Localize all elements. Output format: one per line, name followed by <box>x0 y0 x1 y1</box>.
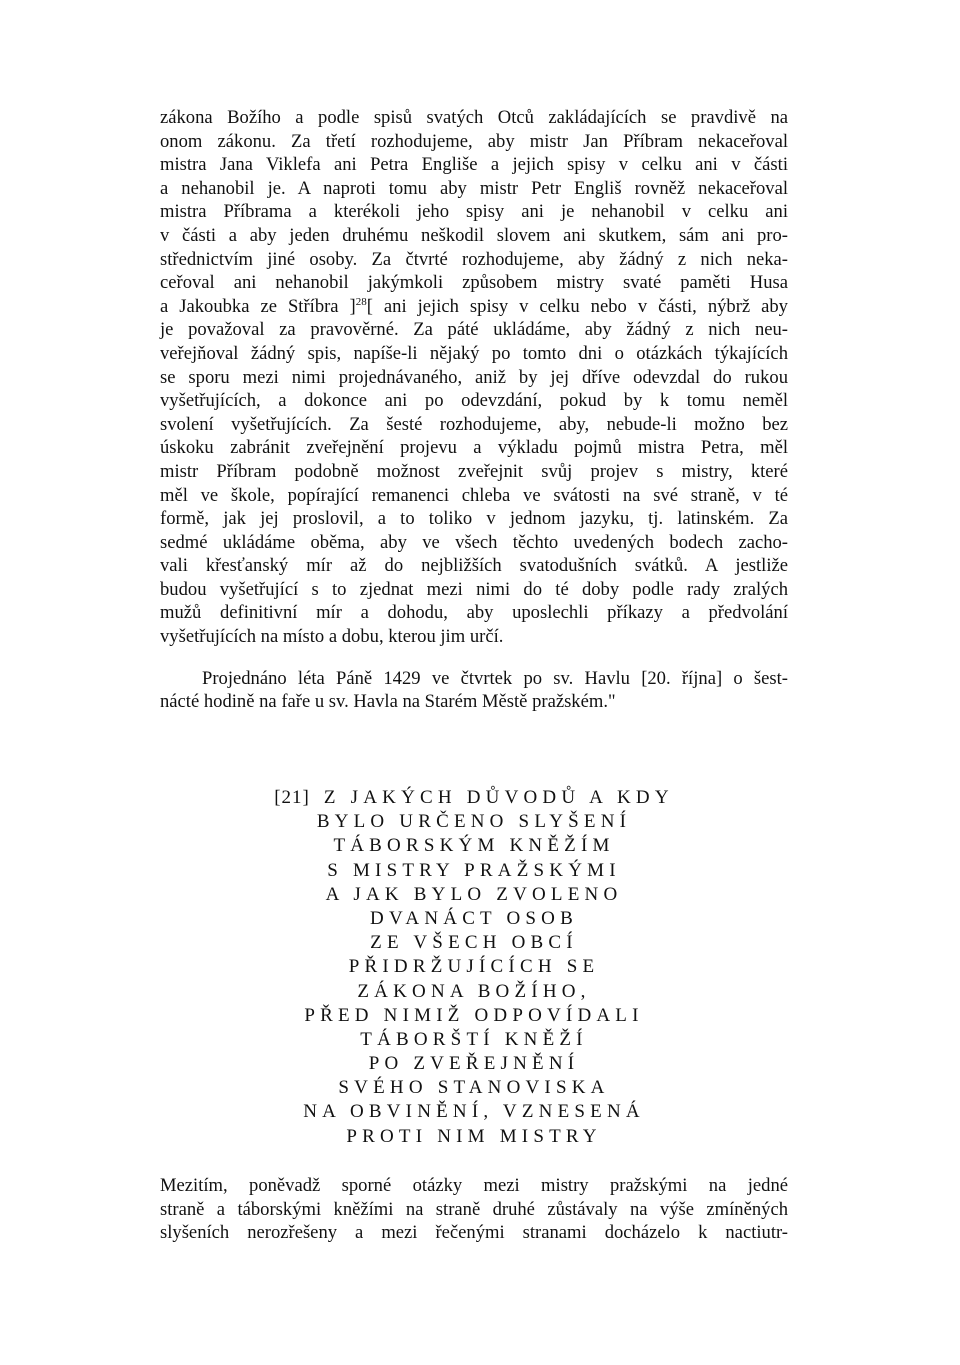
heading-line: PROTI NIM MISTRY <box>346 1125 602 1147</box>
text-line: mistra Jana Viklefa ani Petra Engliše a jejich spisy v celku ani v části <box>160 154 788 176</box>
text-line: je považoval za pravověrné. Za páté ukládáme, aby žádný z nich neu- <box>160 319 788 341</box>
text-line: vali křesťanský mír až do nejbližších svatodušních svátků. A jestliže <box>160 555 788 577</box>
text-line: a nehanobil je. A naproti tomu aby mistr Petr Engliš rovněž nekaceřoval <box>160 177 788 199</box>
heading-line <box>160 786 788 810</box>
text-line: Projednáno léta Páně 1429 ve čtvrtek po sv. Havlu [20. října] o šest- <box>202 667 788 689</box>
paragraph-chapter-start <box>160 1174 788 1245</box>
text-line: měl ve škole, popírající remanenci chleba ve svátosti na své straně, v té <box>160 484 788 506</box>
text-line: střednictvím jiné osoby. Za čtvrté rozhodujeme, aby žádný z nich neka- <box>160 248 788 270</box>
text-line: úskoku zabránit zveřejnění projevu a výkladu pojmů mistra Petra, měl <box>160 437 788 459</box>
text-line: se sporu mezi nimi projednávaného, aniž by jej dříve odevzdal do rukou <box>160 366 788 388</box>
heading-line: TÁBORSKÝM KNĚŽÍM <box>333 835 615 857</box>
text-line: vyšetřujících, a dokonce ani po odevzdání, pokud by k tomu neměl <box>160 390 788 412</box>
chapter-number: [21] <box>274 787 310 808</box>
heading-line: TÁBORŠTÍ KNĚŽÍ <box>360 1028 588 1050</box>
heading-line: PO ZVEŘEJNĚNÍ <box>368 1053 580 1075</box>
paragraph-decision-text <box>160 106 788 649</box>
text-line: mužů definitivní mír a dohodu, aby uposlechli příkazy a předvolání <box>160 602 788 624</box>
heading-line: ZÁKONA BOŽÍHO, <box>357 980 591 1002</box>
text-line: zákona Božího a podle spisů svatých Otců zakládajících se pravdivě na <box>160 107 788 128</box>
heading-line-text: Z JAKÝCH DŮVODŮ A KDY <box>323 787 674 808</box>
text-line: sedmé ukládáme oběma, aby ve všech těchto uvedených bodech zacho- <box>160 531 788 553</box>
footnote-marker: 28 <box>355 295 367 308</box>
text-line: v části a aby jeden druhému neškodil slovem ani skutkem, sám ani pro- <box>160 224 788 246</box>
text-line: veřejňoval žádný spis, napíše-li nějaký po tomto dni o otázkách týkajících <box>160 342 788 364</box>
text-line: onom zákonu. Za třetí rozhodujeme, aby mistr Jan Příbram nekaceřoval <box>160 130 788 152</box>
heading-line: ZE VŠECH OBCÍ <box>370 932 578 954</box>
text-line: vyšetřujících na místo a dobu, kterou jim určí. <box>160 626 504 648</box>
text-line: mistr Příbram podobně možnost zveřejnit svůj projev s mistry, které <box>160 460 788 482</box>
heading-line: PŘIDRŽUJÍCÍCH SE <box>348 956 600 978</box>
text-line: svolení vyšetřujících. Za šesté rozhodujeme, aby, nebude-li možno bez <box>160 413 788 435</box>
text-line: ceřoval ani nehanobil jakýmkoli způsobem mistry svaté paměti Husa <box>160 272 788 294</box>
heading-line: SVÉHO STANOVISKA <box>338 1077 610 1099</box>
text-line: nácté hodině na faře u sv. Havla na Starém Městě pražském." <box>160 691 616 713</box>
paragraph-dating <box>160 667 788 714</box>
heading-line: A JAK BYLO ZVOLENO <box>325 883 623 905</box>
chapter-heading <box>160 786 788 1149</box>
text-line: mistra Příbrama a kterékoli jeho spisy ani je nehanobil v celku ani <box>160 201 788 223</box>
text-line: budou vyšetřující s to zjednat mezi nimi do té doby podle rady zralých <box>160 578 788 600</box>
text-line: formě, jak jej proslovil, a to toliko v jednom jazyku, tj. latinském. Za <box>160 508 788 530</box>
text-segment: [ ani jejich spisy v celku nebo v části, nýbrž aby <box>366 295 788 317</box>
heading-line: DVANÁCT OSOB <box>370 907 578 929</box>
text-line: slyšeních nerozřešeny a mezi řečenými stranami docházelo k nactiutr- <box>160 1222 788 1244</box>
text-line: Mezitím, poněvadž sporné otázky mezi mistry pražskými na jedné <box>160 1175 788 1196</box>
heading-line: NA OBVINĚNÍ, VZNESENÁ <box>303 1101 645 1123</box>
text-segment: a Jakoubka ze Stříbra ] <box>160 295 356 317</box>
text-line-with-footnote <box>160 295 788 319</box>
heading-line: S MISTRY PRAŽSKÝMI <box>327 859 621 881</box>
heading-line: BYLO URČENO SLYŠENÍ <box>316 811 632 833</box>
heading-line: PŘED NIMIŽ ODPOVÍDALI <box>304 1004 644 1026</box>
text-line: straně a táborskými kněžími na straně druhé zůstávaly na výše zmíněných <box>160 1198 788 1220</box>
